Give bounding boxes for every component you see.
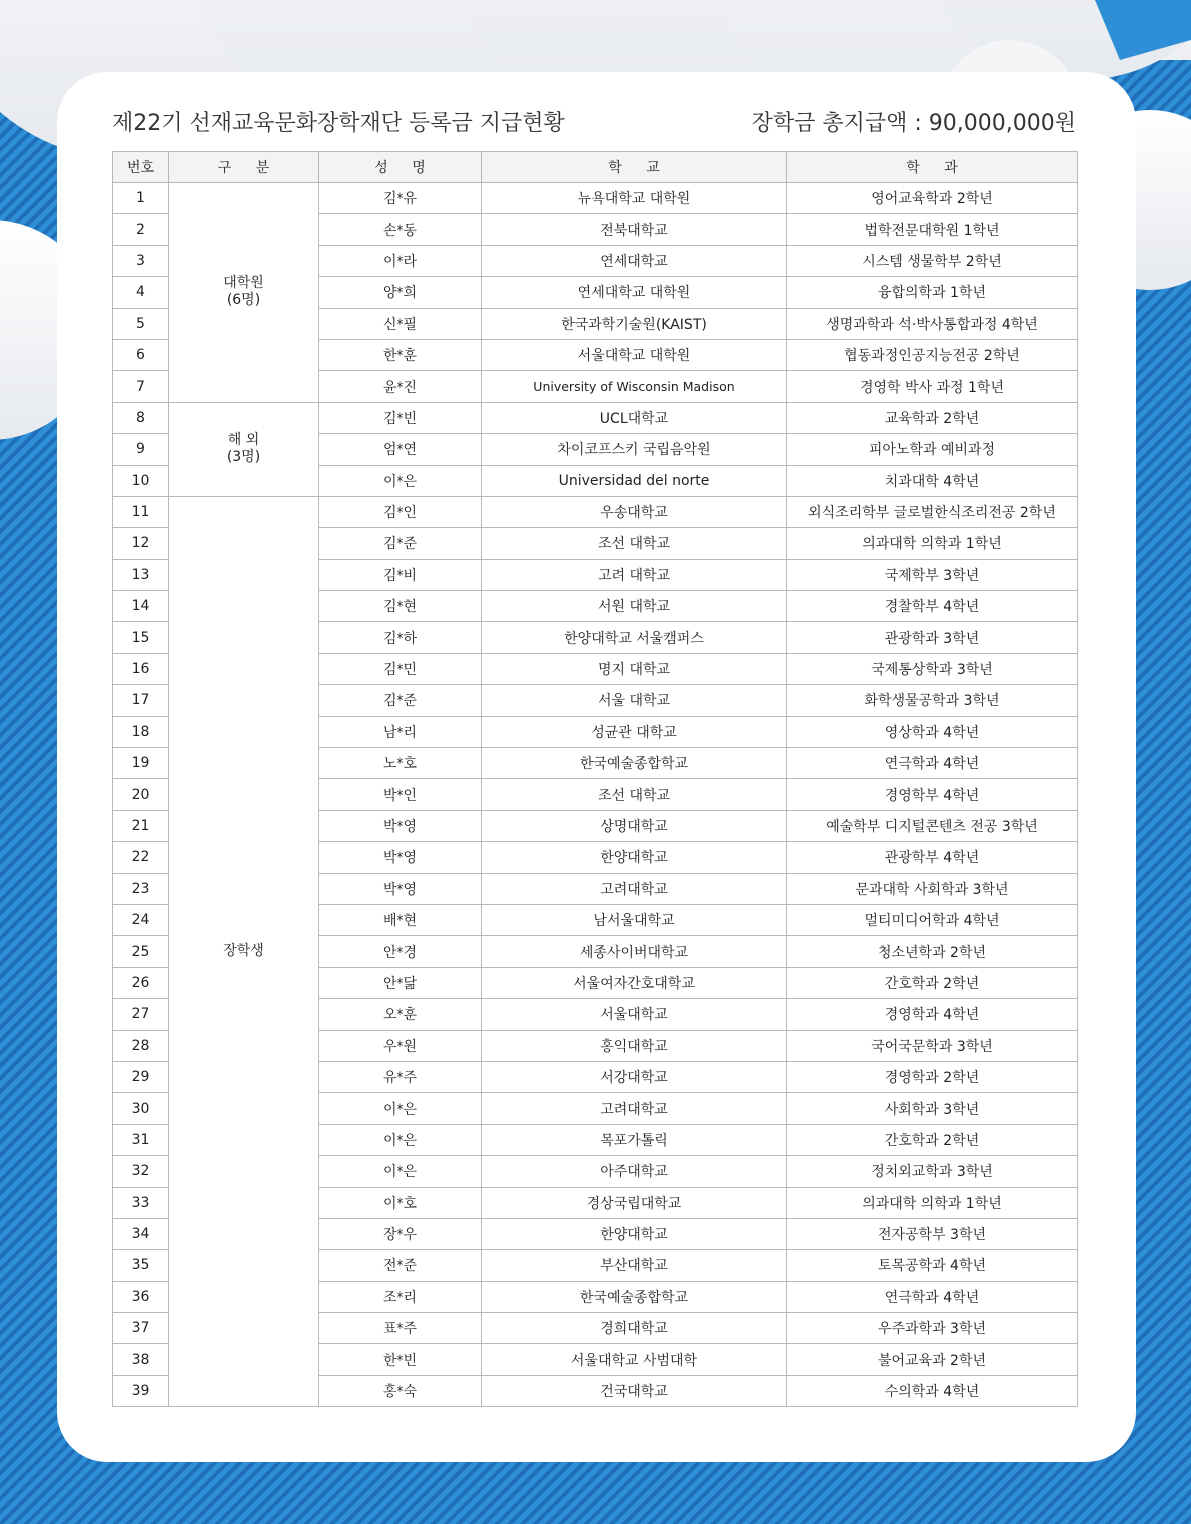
school-name: 부산대학교 [482,1250,787,1281]
row-number: 13 [113,559,169,590]
row-number: 10 [113,465,169,496]
student-name: 김*인 [319,496,482,527]
school-name: 서강대학교 [482,1061,787,1092]
col-header-category: 구 분 [169,152,319,183]
row-number: 16 [113,653,169,684]
row-number: 37 [113,1313,169,1344]
student-name: 김*유 [319,183,482,214]
student-name: 김*준 [319,685,482,716]
school-name: 성균관 대학교 [482,716,787,747]
row-number: 15 [113,622,169,653]
department: 관광학과 3학년 [787,622,1078,653]
department: 연극학과 4학년 [787,748,1078,779]
student-name: 신*필 [319,308,482,339]
department: 경영학과 2학년 [787,1061,1078,1092]
school-name: 한양대학교 [482,1218,787,1249]
department: 전자공학부 3학년 [787,1218,1078,1249]
student-name: 박*영 [319,810,482,841]
row-number: 20 [113,779,169,810]
student-name: 이*은 [319,1093,482,1124]
department: 시스템 생물학부 2학년 [787,245,1078,276]
table-body [113,183,1078,1407]
department: 우주과학과 3학년 [787,1313,1078,1344]
table-row [113,496,1078,527]
student-name: 전*준 [319,1250,482,1281]
department: 의과대학 의학과 1학년 [787,528,1078,559]
department: 불어교육과 2학년 [787,1344,1078,1375]
student-name: 박*인 [319,779,482,810]
page-title: 제22기 선재교육문화장학재단 등록금 지급현황 [112,111,565,136]
department: 경영학과 4학년 [787,999,1078,1030]
row-number: 4 [113,277,169,308]
col-header-school: 학 교 [482,152,787,183]
row-number: 28 [113,1030,169,1061]
row-number: 39 [113,1375,169,1406]
category-label: 대학원 [223,275,264,292]
school-name: 연세대학교 대학원 [482,277,787,308]
school-name: 건국대학교 [482,1375,787,1406]
school-name: 서울여자간호대학교 [482,967,787,998]
row-number: 14 [113,591,169,622]
student-name: 이*호 [319,1187,482,1218]
department: 국제통상학과 3학년 [787,653,1078,684]
department: 외식조리학부 글로벌한식조리전공 2학년 [787,496,1078,527]
student-name: 김*현 [319,591,482,622]
student-name: 이*라 [319,245,482,276]
school-name: 뉴욕대학교 대학원 [482,183,787,214]
category-count: (6명) [226,292,261,309]
row-number: 8 [113,402,169,433]
row-number: 27 [113,999,169,1030]
school-name: 고려 대학교 [482,559,787,590]
row-number: 30 [113,1093,169,1124]
school-name: 고려대학교 [482,1093,787,1124]
category-label: 해 외 [227,432,260,449]
row-number: 26 [113,967,169,998]
row-number: 21 [113,810,169,841]
row-number: 6 [113,339,169,370]
row-number: 1 [113,183,169,214]
school-name: 세종사이버대학교 [482,936,787,967]
student-name: 이*은 [319,1156,482,1187]
school-name: 홍익대학교 [482,1030,787,1061]
school-name: 조선 대학교 [482,528,787,559]
row-number: 22 [113,842,169,873]
row-number: 35 [113,1250,169,1281]
row-number: 12 [113,528,169,559]
department: 문과대학 사회학과 3학년 [787,873,1078,904]
department: 치과대학 4학년 [787,465,1078,496]
row-number: 38 [113,1344,169,1375]
department: 간호학과 2학년 [787,1124,1078,1155]
student-name: 오*훈 [319,999,482,1030]
student-name: 배*현 [319,904,482,935]
school-name: 우송대학교 [482,496,787,527]
student-name: 엄*연 [319,434,482,465]
department: 국제학부 3학년 [787,559,1078,590]
school-name: 서울대학교 [482,999,787,1030]
row-number: 3 [113,245,169,276]
department: 정치외교학과 3학년 [787,1156,1078,1187]
school-name: 아주대학교 [482,1156,787,1187]
department: 연극학과 4학년 [787,1281,1078,1312]
row-number: 23 [113,873,169,904]
department: 생명과학과 석·박사통합과정 4학년 [787,308,1078,339]
table-row [113,183,1078,214]
student-name: 유*주 [319,1061,482,1092]
department: 예술학부 디지털콘텐츠 전공 3학년 [787,810,1078,841]
student-name: 김*하 [319,622,482,653]
row-number: 17 [113,685,169,716]
school-name: University of Wisconsin Madison [482,371,787,402]
department: 영어교육학과 2학년 [787,183,1078,214]
row-number: 36 [113,1281,169,1312]
row-number: 9 [113,434,169,465]
department: 법학전문대학원 1학년 [787,214,1078,245]
school-name: 조선 대학교 [482,779,787,810]
student-name: 박*영 [319,873,482,904]
department: 멀티미디어학과 4학년 [787,904,1078,935]
school-name: 한국예술종합학교 [482,748,787,779]
row-number: 5 [113,308,169,339]
student-name: 장*우 [319,1218,482,1249]
row-number: 2 [113,214,169,245]
student-name: 우*원 [319,1030,482,1061]
row-number: 31 [113,1124,169,1155]
total-amount: 장학금 총지급액 : 90,000,000원 [751,111,1076,136]
table-row [113,402,1078,433]
school-name: 서울대학교 사범대학 [482,1344,787,1375]
row-number: 24 [113,904,169,935]
student-name: 홍*숙 [319,1375,482,1406]
school-name: 서원 대학교 [482,591,787,622]
school-name: 서울대학교 대학원 [482,339,787,370]
department: 융합의학과 1학년 [787,277,1078,308]
student-name: 한*훈 [319,339,482,370]
department: 토목공학과 4학년 [787,1250,1078,1281]
row-number: 11 [113,496,169,527]
department: 피아노학과 예비과정 [787,434,1078,465]
student-name: 김*준 [319,528,482,559]
student-name: 이*은 [319,1124,482,1155]
student-name: 박*영 [319,842,482,873]
school-name: 한국예술종합학교 [482,1281,787,1312]
department: 협동과정인공지능전공 2학년 [787,339,1078,370]
row-number: 25 [113,936,169,967]
row-number: 7 [113,371,169,402]
school-name: 한양대학교 서울캠퍼스 [482,622,787,653]
scholarship-table [112,151,1078,1407]
school-name: Universidad del norte [482,465,787,496]
school-name: 한양대학교 [482,842,787,873]
student-name: 김*빈 [319,402,482,433]
table-header-row [113,152,1078,183]
row-number: 18 [113,716,169,747]
student-name: 김*비 [319,559,482,590]
school-name: 전북대학교 [482,214,787,245]
school-name: 한국과학기술원(KAIST) [482,308,787,339]
student-name: 안*경 [319,936,482,967]
department: 간호학과 2학년 [787,967,1078,998]
student-name: 표*주 [319,1313,482,1344]
school-name: 차이코프스키 국립음악원 [482,434,787,465]
student-name: 이*은 [319,465,482,496]
school-name: 남서울대학교 [482,904,787,935]
department: 의과대학 의학과 1학년 [787,1187,1078,1218]
department: 사회학과 3학년 [787,1093,1078,1124]
student-name: 노*호 [319,748,482,779]
category-cell [169,402,319,496]
row-number: 32 [113,1156,169,1187]
department: 영상학과 4학년 [787,716,1078,747]
category-count: (3명) [226,449,261,466]
school-name: 상명대학교 [482,810,787,841]
school-name: 명지 대학교 [482,653,787,684]
category-cell [169,183,319,403]
department: 국어국문학과 3학년 [787,1030,1078,1061]
category-cell [169,496,319,1406]
school-name: 고려대학교 [482,873,787,904]
student-name: 김*민 [319,653,482,684]
school-name: 경희대학교 [482,1313,787,1344]
row-number: 19 [113,748,169,779]
department: 관광학부 4학년 [787,842,1078,873]
category-label: 장학생 [223,943,264,960]
department: 경영학 박사 과정 1학년 [787,371,1078,402]
department: 수의학과 4학년 [787,1375,1078,1406]
row-number: 33 [113,1187,169,1218]
student-name: 조*리 [319,1281,482,1312]
department: 경찰학부 4학년 [787,591,1078,622]
department: 화학생물공학과 3학년 [787,685,1078,716]
department: 청소년학과 2학년 [787,936,1078,967]
student-name: 남*리 [319,716,482,747]
student-name: 양*희 [319,277,482,308]
col-header-dept: 학 과 [787,152,1078,183]
school-name: 목포가톨릭 [482,1124,787,1155]
school-name: 연세대학교 [482,245,787,276]
student-name: 윤*진 [319,371,482,402]
col-header-number: 번호 [113,152,169,183]
school-name: 경상국립대학교 [482,1187,787,1218]
department: 교육학과 2학년 [787,402,1078,433]
school-name: UCL대학교 [482,402,787,433]
student-name: 한*빈 [319,1344,482,1375]
row-number: 29 [113,1061,169,1092]
department: 경영학부 4학년 [787,779,1078,810]
col-header-name: 성 명 [319,152,482,183]
student-name: 손*동 [319,214,482,245]
row-number: 34 [113,1218,169,1249]
student-name: 안*닮 [319,967,482,998]
school-name: 서울 대학교 [482,685,787,716]
